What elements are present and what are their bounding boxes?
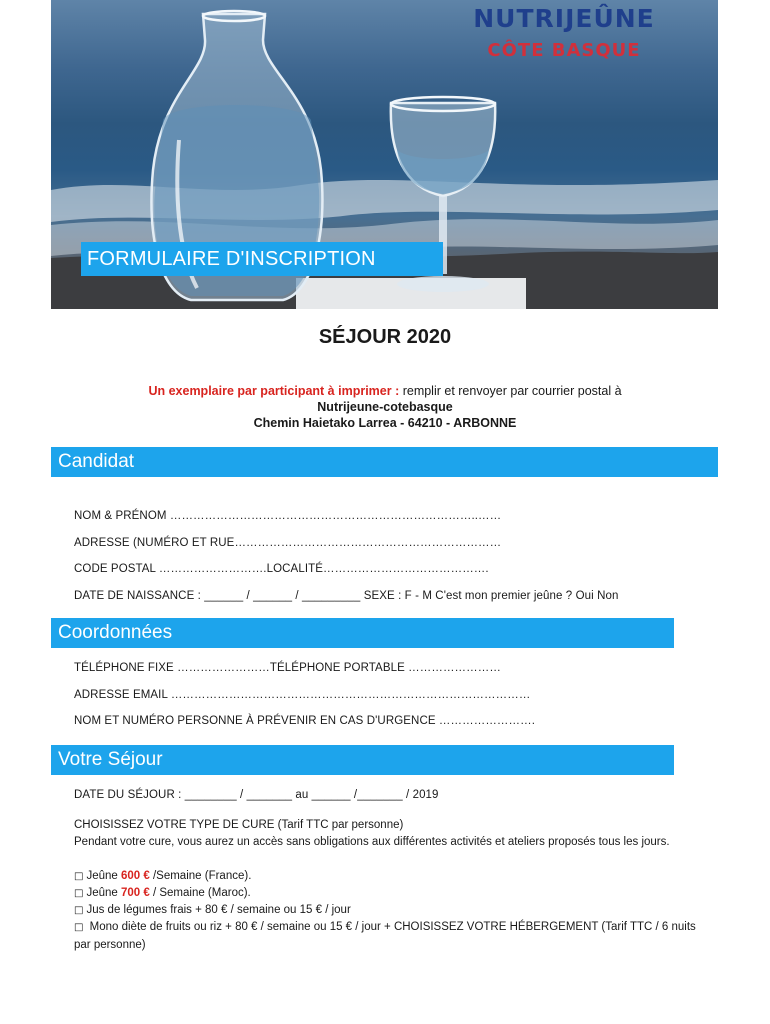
option-price: 600 € — [120, 870, 150, 882]
cure-option-jeune-france[interactable] — [74, 868, 699, 886]
intro-text: remplir et renvoyer par courrier postal à — [399, 384, 622, 398]
checkbox-icon[interactable]: □ — [74, 888, 84, 899]
option-suffix: / Semaine (Maroc). — [149, 887, 251, 899]
page-title: SÉJOUR 2020 — [318, 326, 452, 348]
intro-organisation: Nutrijeune-cotebasque — [317, 400, 453, 414]
form-banner: FORMULAIRE D'INSCRIPTION — [81, 242, 443, 276]
option-price: 700 € — [120, 887, 150, 899]
field-adresse[interactable]: ADRESSE (NUMÉRO ET RUE…………………………………………………………… — [74, 537, 502, 549]
option-label: Mono diète de fruits ou riz + 80 € / semaine ou 15 € / jour + CHOISISSEZ VOTRE HÉBERGEMENT (Tarif TTC / 6 nuits par personne) — [74, 921, 696, 951]
checkbox-icon[interactable]: □ — [74, 905, 84, 916]
field-date-sejour[interactable]: DATE DU SÉJOUR : ________ / _______ au ______ /_______ / 2019 — [74, 789, 439, 801]
field-contact-urgence[interactable]: NOM ET NUMÉRO PERSONNE À PRÉVENIR EN CAS D'URGENCE ……………………. — [74, 715, 536, 727]
cure-description: Pendant votre cure, vous aurez un accès sans obligations aux différentes activités et ateliers proposés tous les jours. — [74, 836, 670, 848]
brand-region: CÔTE BASQUE — [487, 40, 641, 61]
cure-option-jeune-maroc[interactable] — [74, 885, 699, 903]
intro-address: Chemin Haietako Larrea - 64210 - ARBONNE — [253, 416, 517, 430]
field-nom-prenom[interactable]: NOM & PRÉNOM ……………………………………………………………………..…… — [74, 510, 502, 522]
section-candidat: Candidat — [51, 447, 718, 477]
field-code-postal-localite[interactable]: CODE POSTAL ……………………….LOCALITÉ……………………………………. — [74, 563, 489, 575]
section-votre-sejour: Votre Séjour — [51, 745, 674, 775]
checkbox-icon[interactable]: □ — [74, 922, 84, 933]
intro-instruction — [0, 383, 770, 399]
field-email[interactable]: ADRESSE EMAIL ………………………………………………………………………………… — [74, 689, 531, 701]
option-label: Jus de légumes frais + 80 € / semaine ou 15 € / jour — [86, 904, 351, 916]
field-date-naissance-sexe[interactable]: DATE DE NAISSANCE : ______ / ______ / _________ SEXE : F - M C'est mon premier jeûne ? Oui Non — [74, 590, 619, 602]
option-suffix: /Semaine (France). — [149, 870, 252, 882]
intro-block — [0, 383, 770, 431]
checkbox-icon[interactable]: □ — [74, 871, 84, 882]
field-telephones[interactable]: TÉLÉPHONE FIXE ……………………TÉLÉPHONE PORTABLE …………………… — [74, 662, 501, 674]
cure-heading: CHOISISSEZ VOTRE TYPE DE CURE (Tarif TTC par personne) — [74, 819, 404, 831]
hero-image — [51, 0, 718, 309]
option-label: Jeûne — [86, 870, 121, 882]
section-coordonnees: Coordonnées — [51, 618, 674, 648]
brand-name: NUTRIJEÛNE — [473, 4, 655, 33]
option-label: Jeûne — [86, 887, 121, 899]
cure-option-mono-diete[interactable] — [74, 919, 704, 953]
intro-highlight: Un exemplaire par participant à imprimer : — [148, 384, 400, 398]
cure-option-jus-legumes[interactable] — [74, 902, 699, 920]
